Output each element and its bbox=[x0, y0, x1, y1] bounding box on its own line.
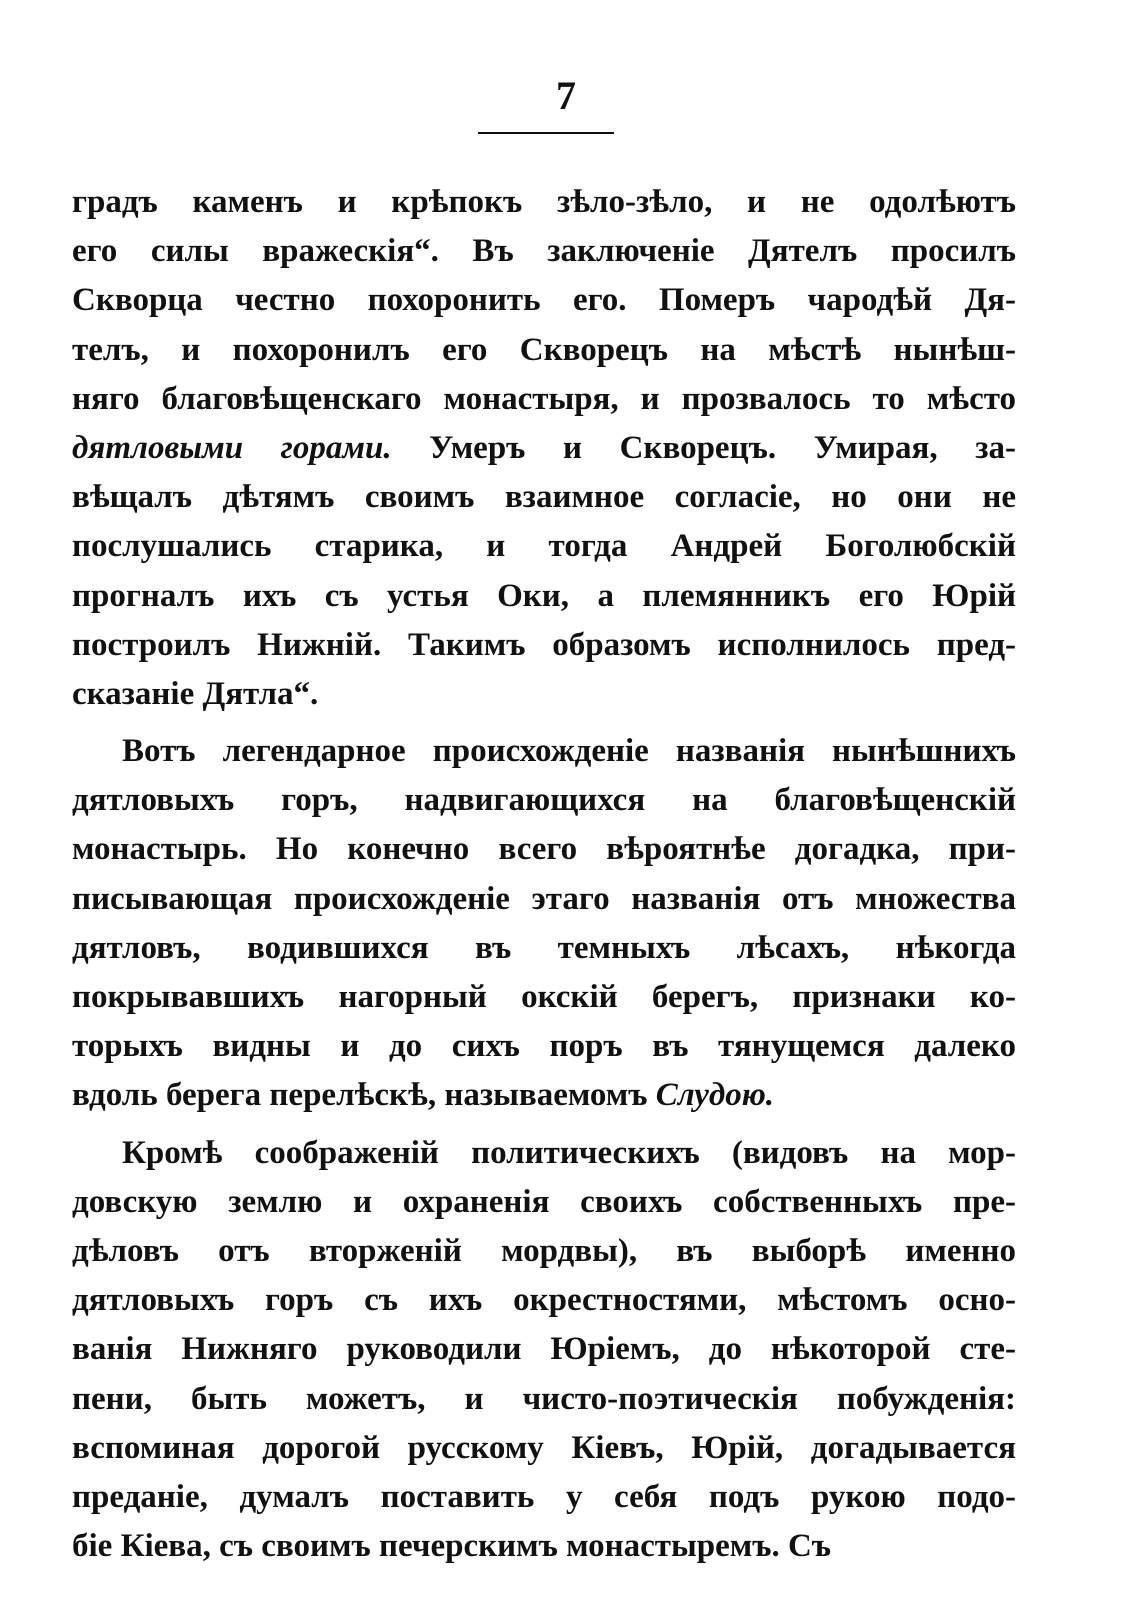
text-run: писывающая происхожденіе этаго названія отъ множества bbox=[72, 880, 1016, 917]
text-run: прогналъ ихъ съ устья Оки, а племянникъ его Юрій bbox=[72, 577, 1016, 614]
header-rule bbox=[478, 132, 614, 134]
text-run: Скворца честно похоронить его. Померъ чародѣй Дя- bbox=[72, 282, 1016, 319]
paragraph-gap bbox=[72, 719, 1016, 727]
italic-text-run: Слудою. bbox=[655, 1077, 775, 1114]
text-line bbox=[72, 473, 1016, 522]
text-run: вѣщалъ дѣтямъ своимъ взаимное согласіе, но они не bbox=[72, 479, 1016, 516]
text-run: преданіе, думалъ поставить у себя подъ рукою подо- bbox=[72, 1478, 1016, 1515]
body-text bbox=[72, 178, 1016, 1571]
text-line bbox=[72, 572, 1016, 621]
text-run: вдоль берега перелѣскѣ, называемомъ bbox=[72, 1077, 656, 1114]
text-run: торыхъ видны и до сихъ поръ въ тянущемся далеко bbox=[72, 1028, 1016, 1065]
text-line bbox=[72, 621, 1016, 670]
text-run: пени, быть можетъ, и чисто-поэтическія побужденія: bbox=[72, 1380, 1016, 1417]
text-run: біе Кіева, съ своимъ печерскимъ монастыремъ. Съ bbox=[72, 1528, 832, 1565]
text-line bbox=[72, 1424, 1016, 1473]
text-run: его силы вражескія“. Въ заключеніе Дятелъ просилъ bbox=[72, 233, 1016, 270]
text-line bbox=[72, 825, 1016, 874]
text-line bbox=[72, 522, 1016, 571]
text-run: ванія Нижняго руководили Юріемъ, до нѣкоторой сте- bbox=[72, 1331, 1016, 1368]
text-line bbox=[72, 227, 1016, 276]
text-run: построилъ Нижній. Такимъ образомъ исполнилось пред- bbox=[72, 626, 1016, 663]
text-line bbox=[72, 670, 1016, 719]
text-line bbox=[72, 924, 1016, 973]
page-number-text: 7 bbox=[556, 73, 576, 118]
text-run: дятловыхъ горъ съ ихъ окрестностями, мѣстомъ осно- bbox=[72, 1282, 1016, 1319]
paragraph-gap bbox=[72, 1121, 1016, 1129]
text-run: Умеръ и Скворецъ. Умирая, за- bbox=[391, 429, 1016, 466]
text-line bbox=[72, 326, 1016, 375]
text-line bbox=[72, 424, 1016, 473]
text-run: Вотъ легендарное происхожденіе названія нынѣшнихъ bbox=[122, 733, 1016, 770]
paragraph bbox=[72, 1129, 1016, 1572]
italic-text-run: дятловыми горами. bbox=[72, 429, 392, 466]
text-line bbox=[72, 1522, 1016, 1571]
text-line bbox=[72, 1276, 1016, 1325]
page-number bbox=[0, 72, 1140, 119]
text-run: градъ каменъ и крѣпокъ зѣло-зѣло, и не одолѣютъ bbox=[72, 184, 1016, 220]
text-run: дятловыхъ горъ, надвигающихся на благовѣщенскій bbox=[72, 782, 1016, 819]
text-line bbox=[72, 1071, 1016, 1120]
text-run: няго благовѣщенскаго монастыря, и прозвалось то мѣсто bbox=[72, 380, 1016, 417]
text-line bbox=[72, 875, 1016, 924]
text-run: довскую землю и охраненія своихъ собственныхъ пре- bbox=[72, 1183, 1016, 1220]
paragraph bbox=[72, 727, 1016, 1121]
text-run: Кромѣ соображеній политическихъ (видовъ на мор- bbox=[122, 1134, 1016, 1171]
text-line bbox=[72, 1473, 1016, 1522]
text-line bbox=[72, 375, 1016, 424]
text-line bbox=[72, 1022, 1016, 1071]
text-run: дѣловъ отъ вторженій мордвы), въ выборѣ именно bbox=[72, 1232, 1016, 1269]
text-line bbox=[72, 776, 1016, 825]
text-line bbox=[72, 178, 1016, 227]
text-run: послушались старика, и тогда Андрей Боголюбскій bbox=[72, 528, 1016, 565]
text-run: покрывавшихъ нагорный окскій берегъ, признаки ко- bbox=[72, 979, 1016, 1015]
text-run: сказаніе Дятла“. bbox=[72, 675, 319, 712]
paragraph bbox=[72, 178, 1016, 719]
text-line bbox=[72, 276, 1016, 325]
text-line bbox=[72, 1375, 1016, 1424]
text-line bbox=[72, 1325, 1016, 1374]
text-run: дятловъ, водившихся въ темныхъ лѣсахъ, нѣкогда bbox=[72, 929, 1016, 966]
text-line bbox=[72, 1227, 1016, 1276]
text-line bbox=[72, 727, 1016, 776]
text-run: монастырь. Но конечно всего вѣроятнѣе догадка, при- bbox=[72, 831, 1016, 868]
text-line bbox=[72, 1178, 1016, 1227]
text-line bbox=[72, 1129, 1016, 1178]
text-line bbox=[72, 973, 1016, 1022]
text-run: телъ, и похоронилъ его Скворецъ на мѣстѣ нынѣш- bbox=[72, 331, 1016, 368]
text-run: вспоминая дорогой русскому Кіевъ, Юрій, догадывается bbox=[72, 1429, 1016, 1466]
